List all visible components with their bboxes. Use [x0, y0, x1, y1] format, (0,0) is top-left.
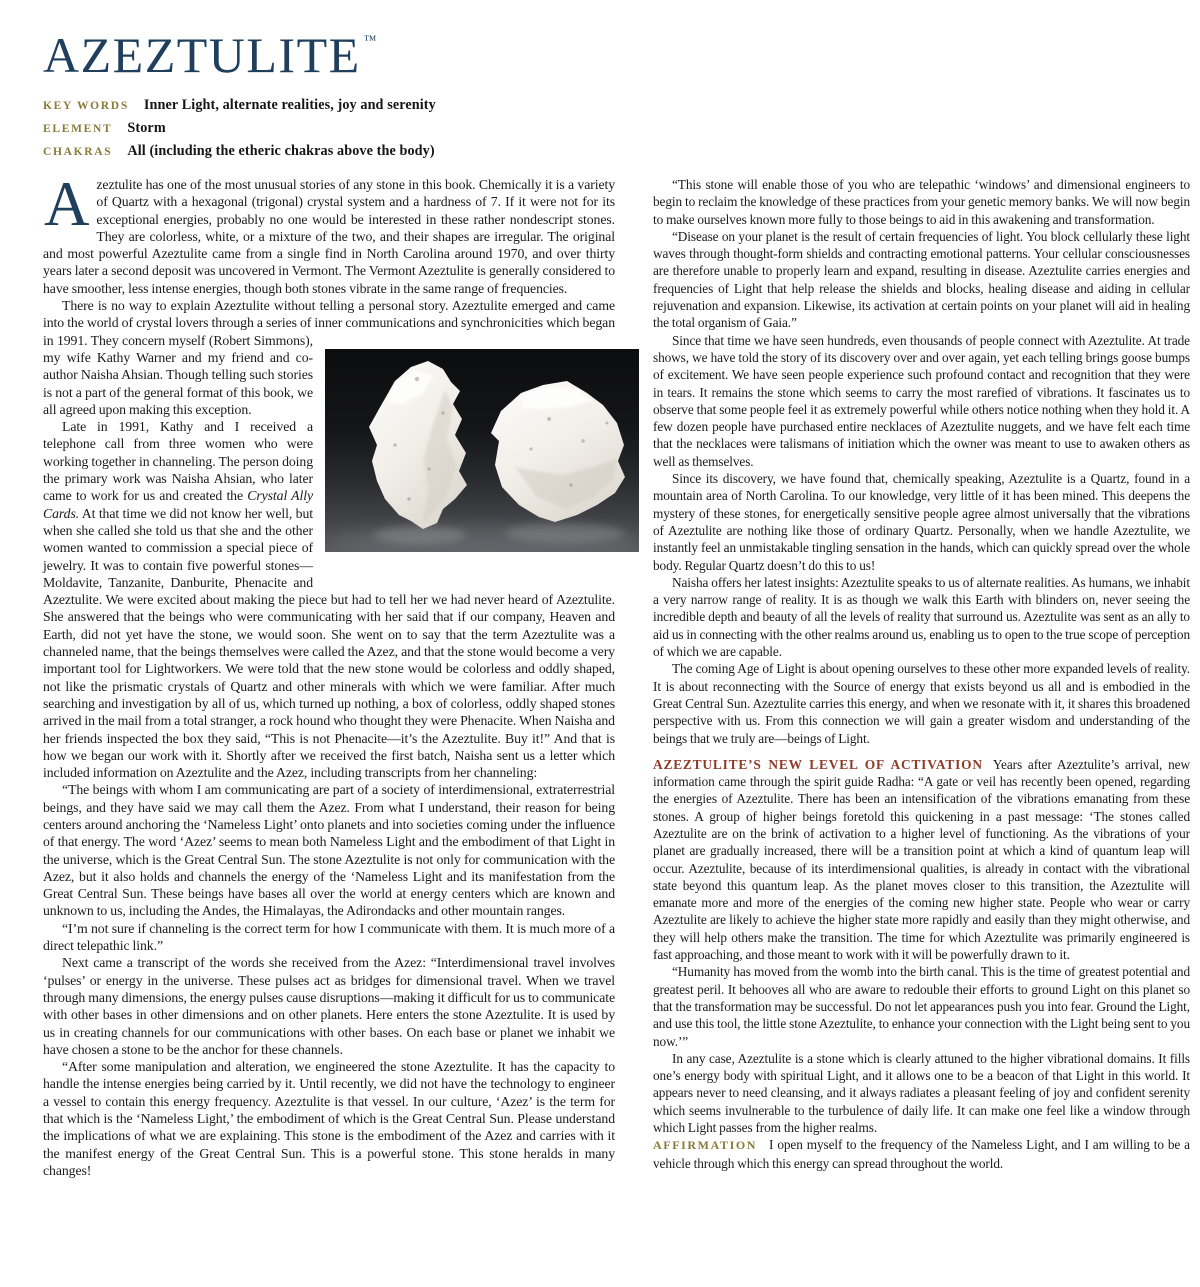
paragraph-text: “After some manipulation and alteration, we engineered the stone Azeztulite. It has the capacity to handle the intense energies being carried by it. Until recently, we did not have the technology to engineer a vessel to contain this energy frequency. Azeztulite is that vessel. In our culture, ‘Azez’ is the term for that which is the ‘Nameless Light,’ the embodiment of which is the Great Central Sun. Please understand the implications of what we are explaining. This stone is the embodiment of the Azez and carries with it the manifest energy of the Great Central Sun. This is a powerful stone. This stone heralds in many changes! [43, 1059, 615, 1178]
paragraph [43, 954, 615, 1058]
paragraph-text: Late in 1991, Kathy and I received a telephone call from three women who were working together in channeling. The person doing the primary work was Naisha Ahsian, who later came to work for us and created the [43, 419, 313, 504]
paragraph [43, 1058, 615, 1179]
right-column [653, 176, 1190, 1179]
section-paragraph [653, 756, 1190, 964]
property-row-keywords [43, 97, 436, 114]
paragraph-text: I open myself to the frequency of the Nameless Light, and I am willing to be a vehicle through which this energy can spread throughout the world. [653, 1137, 1190, 1171]
paragraph-text: Next came a transcript of the words she received from the Azez: “Interdimensional travel involves ‘pulses’ or energy in the universe. These pulses act as bridges for dimensional travel. When we travel through many dimensions, the energy pulses cause disruptions—making it difficult for us to communicate with other bases in other dimensions and on other planets. Here enters the stone Azeztulite. It is used by us in creating channels for our communications with other bases. On each base or planet we inhabit we have chosen a stone to be the anchor for these channels. [43, 955, 615, 1057]
page-title [43, 27, 436, 83]
paragraph-text: Naisha offers her latest insights: Azeztulite speaks to us of alternate realities. As humans, we inhabit a very narrow range of reality. It is as though we walk this Earth with blinders on, never seeing the incredible depth and beauty of all the levels of reality that surround us. Azeztulite was sent as an ally to aid us in connecting with the other realms around us, enabling us to open to the true scope of perception of which we are capable. [653, 574, 1190, 660]
paragraph-text: “I’m not sure if channeling is the correct term for how I communicate with them. It is much more of a direct telepathic link.” [43, 920, 615, 954]
paragraph-text: “Disease on your planet is the result of certain frequencies of light. You block cellularly these light waves through thought-form shields and contracting emotional patterns. Your cellular consciousnesses are therefore unable to properly learn and expand, resulting in disease. Azeztulite carries energies and frequencies of Light that help release the shields and blocks, healing disease and aiding in cellular rejuvenation and expansion. Likewise, its activation at certain points on your planet will aid in healing the total organism of Gaia.” [653, 228, 1190, 331]
dropcap-letter: A [44, 169, 90, 239]
keywords-value: Inner Light, alternate realities, joy and serenity [143, 97, 436, 113]
section-heading: AZEZTULITE’S NEW LEVEL OF ACTIVATION [653, 756, 983, 772]
paragraph [43, 297, 615, 418]
element-label: ELEMENT [43, 123, 113, 135]
paragraph-text: Since its discovery, we have found that, chemically speaking, Azeztulite is a Quartz, found in a mountain area of North Carolina. To our knowledge, very little of it has been mined. This deepens the mystery of these stones, for energetically sensitive people agree almost universally that the vibrations of Azeztulite are nothing like those of ordinary Quartz. Personally, when we handle Azeztulite, we instantly feel an unmistakable tingling sensation in the hands, which can quickly spread over the whole body. Regular Quartz doesn’t do this to us! [653, 471, 1190, 573]
paragraph [653, 1050, 1190, 1136]
italic-text: Crystal Ally Cards. [43, 488, 313, 521]
paragraph-text: Years after Azeztulite’s arrival, new information came through the spirit guide Radha: “A gate or veil has recently been opened, regarding the energies of Azeztulite. There has been an intensification of the vibrations emanating from these stones. A group of higher beings foretold this quickening in a past message: ‘The stones called Azeztulite are on the brink of activation to a higher level of functioning. As the vibrations of your planet are gradually increased, there will be a transition point at which a kind of quantum leap will occur. Azeztulite, because of its interdimensional qualities, is already in contact with the vibrational state beyond this quantum leap. As the planet moves closer to this transition, the Azeztulite will emanate more and more of the energies of the coming new higher state. People who wear or carry Azeztulite are likely to achieve the higher state more rapidly and easily than they might otherwise, and they will help others make the transition. The time for which Azeztulite was primarily engineered is fast approaching, and those meant to work with it will be powerfully drawn to it. [653, 756, 1190, 963]
paragraph-text: There is no way to explain Azeztulite without telling a personal story. Azeztulite emerged and came into the world of crystal lovers through a series of inner communications and synchronicities which began in 1991. They concern myself (Robert Simmons), my wife Kathy Warner and my friend and co-author Naisha Ahsian. Though telling such stories is not a part of the general format of this book, we all agreed upon making this exception. [43, 298, 615, 417]
paragraph [653, 470, 1190, 574]
trademark-symbol: ™ [363, 32, 377, 47]
masthead [43, 27, 436, 166]
element-value: Storm [127, 120, 166, 136]
paragraph-text: The coming Age of Light is about opening ourselves to these other more expanded levels of reality. It is about reconnecting with the Source of energy that exists beyond us all and is embodied in the Great Central Sun. Azeztulite carries this energy, and when we resonate with it, it shares this broadened perspective with us. From this connection we will gain a greater wisdom and understanding of the beings that we truly are—beings of Light. [653, 661, 1190, 746]
chakras-value: All (including the etheric chakras above the body) [127, 143, 435, 159]
paragraph [43, 169, 615, 297]
paragraph [653, 228, 1190, 332]
photo-float [325, 297, 615, 575]
left-column [43, 169, 615, 1179]
paragraph-text: “Humanity has moved from the womb into the birth canal. This is the time of greatest potential and greatest peril. It behooves all who are aware to redouble their efforts to ground Light on this planet so that the transformation may be successful. Do not let appearances push you into fear. Ground the Light, and use this tool, the little stone Azeztulite, to enhance your connection with the Light being sent to you now.’” [653, 964, 1190, 1049]
paragraph-text: “The beings with whom I am communicating are part of a society of interdimensional, extraterrestrial beings, and they have said we may call them the Azez. From what I understand, their reason for being centers around anchoring the ‘Nameless Light’ onto planets and into societies coming under the influence of that energy. The word ‘Azez’ seems to mean both Nameless Light and the embodiment of that Light in the universe, which is the Great Central Sun. The stone Azeztulite is not only for communication with the Azez, but it also holds and channels the energy of the ‘Nameless Light and its manifestation from the Great Central Sun. These beings have bases all over the world at energy centers which are known and unknown to us, including the Andes, the Himalayas, the Adirondacks and other mountain ranges. [43, 782, 615, 919]
property-row-element [43, 120, 436, 137]
paragraph [653, 660, 1190, 746]
paragraph-text: At that time we did not know her well, but when she called she told us that she and the other women wanted to commission a special piece of jewelry. It was to contain five powerful stones—Moldavite, Tanzanite, Danburite, Phenacite and Azeztulite. We were excited about making the piece but had to tell her we had never heard of Azeztulite. She answered that the beings who were communicating with her said that if our company, Heaven and Earth, did not yet have the stone, we would soon. She went on to say that the term Azeztulite was a channeled name, that the beings themselves were called the Azez, and that the stone would become a very important tool for Lightworkers. We were told that the new stone would be colorless and oddly shaped, not like the prismatic crystals of Quartz and other minerals with which we were familiar. After much searching and investigation by all of us, which turned up nothing, a box of colorless, oddly shaped stones arrived in the mail from a total stranger, a rock hound who thought they were Phenacite. When Naisha and her friends inspected the box they said, “This is not Phenacite—it’s the Azeztulite. Buy it!” And that is how we began our work with it. Shortly after we received the first batch, Naisha sent us a letter which included information on Azeztulite and the Azez, including transcripts from her channeling: [43, 505, 615, 781]
paragraph [653, 176, 1190, 228]
paragraph-text: zeztulite has one of the most unusual stories of any stone in this book. Chemically it is a variety of Quartz with a hexagonal (trigonal) crystal system and a hardness of 7. If it were not for its exceptional energies, probably no one would be interested in these rather nondescript stones. They are colorless, white, or a mixture of the two, and their shapes are irregular. The original and most powerful Azeztulite came from a single find in North Carolina around 1970, and over thirty years later a second deposit was uncovered in Vermont. The Vermont Azeztulite is generally considered to have smoother, less intense energies, though both stones vibrate in the same range of frequencies. [43, 177, 615, 296]
paragraph [43, 781, 615, 919]
paragraph-text: “This stone will enable those of you who are telepathic ‘windows’ and dimensional engineers to begin to reclaim the knowledge of these practices from your genetic memory banks. We will now begin to make ourselves known more fully to those beings to aid in this awakening and transformation. [653, 177, 1190, 227]
paragraph-text: In any case, Azeztulite is a stone which is clearly attuned to the higher vibrational domains. It fills one’s energy body with spiritual Light, and it allows one to be a beacon of that Light in this world. It appears never to need cleansing, and it always radiates a pleasant feeling of joy and confident serenity which seems invulnerable to the turbulence of daily life. It can make one feel like a window through which Light passes from the higher realms. [653, 1050, 1190, 1136]
paragraph [43, 920, 615, 955]
paragraph [653, 963, 1190, 1049]
affirmation-paragraph [653, 1136, 1190, 1172]
paragraph-text: Since that time we have seen hundreds, even thousands of people connect with Azeztulite. At trade shows, we have told the story of its discovery over and over again, yet each telling brings goose bumps of excitement. We have seen people experience such profound contact and recognition that they were in tears. It remains the stone which seems to carry the most rarefied of vibrations. It fascinates us to observe that some people feel it as extremely powerful while others notice nothing when they hold it. A few dozen people have purchased entire necklaces of Azeztulite nuggets, and we have felt each time that the necklaces were talismans of initiation which the owner was meant to use to awaken others as well as themselves. [653, 332, 1190, 469]
stone-properties [43, 97, 436, 160]
azeztulite-photo [325, 349, 639, 552]
paragraph [653, 574, 1190, 660]
article-body [43, 169, 1190, 1179]
affirmation-label: AFFIRMATION [653, 1138, 758, 1153]
chakras-label: CHAKRAS [43, 146, 113, 158]
paragraph [653, 332, 1190, 470]
property-row-chakras [43, 143, 436, 160]
stone-name: AZEZTULITE [43, 27, 361, 83]
keywords-label: KEY WORDS [43, 100, 129, 112]
